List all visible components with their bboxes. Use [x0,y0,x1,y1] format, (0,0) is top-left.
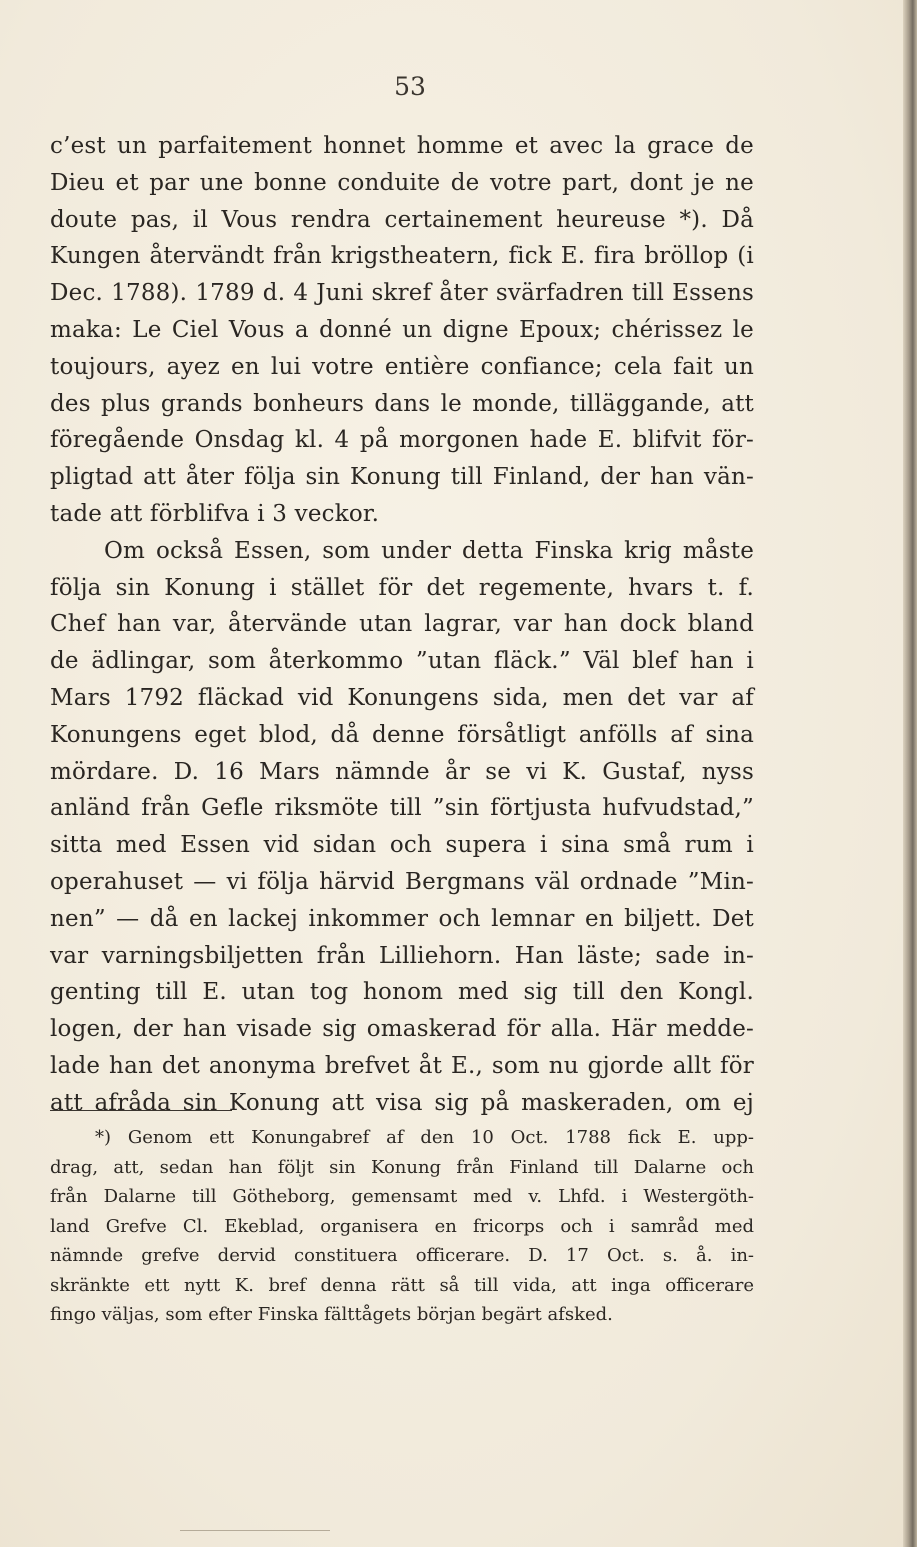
body-line: Om också Essen, som under detta Finska krig måste [104,537,754,564]
body-line: toujours, ayez en lui votre entière confiance; cela fait un [50,353,754,380]
body-line: de ädlingar, som återkommo ”utan fläck.” Väl blef han i [50,648,754,675]
body-line: följa sin Konung i stället för det regemente, hvars t. f. [50,574,754,601]
page-binding-edge [903,0,917,1547]
footnote-line: fingo väljas, som efter Finska fälttågets början begärt afsked. [50,1304,613,1325]
body-line: Kungen återvändt från krigstheatern, fick E. fira bröllop (i [50,243,754,270]
body-line: Mars 1792 fläckad vid Konungens sida, men det var af [50,684,754,711]
body-line: tade att förblifva i 3 veckor. [50,500,380,527]
footnote-line: från Dalarne till Götheborg, gemensamt med v. Lhfd. i Westergöth- [50,1186,754,1207]
footnote [50,1123,754,1330]
body-line: var varningsbiljetten från Lilliehorn. Han läste; sade in- [50,942,754,969]
body-line: Chef han var, återvände utan lagrar, var han dock bland [50,611,754,638]
body-line: mördare. D. 16 Mars nämnde år se vi K. Gustaf, nyss [50,758,754,785]
body-line: Dec. 1788). 1789 d. 4 Juni skref åter svärfadren till Essens [50,280,754,307]
body-line: des plus grands bonheurs dans le monde, tilläggande, att [50,390,754,417]
body-line: lade han det anonyma brefvet åt E., som nu gjorde allt för [50,1052,754,1079]
body-line: att afråda sin Konung att visa sig på maskeraden, om ej [50,1089,754,1116]
footnote-line: drag, att, sedan han följt sin Konung från Finland till Dalarne och [50,1156,754,1178]
page-number: 53 [394,72,426,101]
body-line: föregående Onsdag kl. 4 på morgonen hade E. blifvit för- [50,427,754,454]
body-line: doute pas, il Vous rendra certainement heureuse *). Då [50,206,754,233]
body-line: sitta med Essen vid sidan och supera i sina små rum i [50,832,754,859]
body-line: operahuset — vi följa härvid Bergmans väl ordnade ”Min- [50,868,754,895]
body-line: maka: Le Ciel Vous a donné un digne Epoux; chérissez le [50,316,754,343]
body-line: logen, der han visade sig omaskerad för alla. Här medde- [50,1016,754,1043]
body-line: genting till E. utan tog honom med sig till den Kongl. [50,979,754,1006]
footnote-line: land Grefve Cl. Ekeblad, organisera en fricorps och i samråd med [50,1215,754,1237]
page-bottom-mark [180,1530,330,1531]
body-line: nen” — då en lackej inkommer och lemnar en biljett. Det [50,905,754,932]
footnote-line: skränkte ett nytt K. bref denna rätt så till vida, att inga officerare [50,1274,754,1296]
footnote-rule [50,1110,232,1111]
body-text [50,128,754,1122]
footnote-line: *) Genom ett Konungabref af den 10 Oct. 1788 fick E. upp- [95,1127,754,1148]
body-line: Dieu et par une bonne conduite de votre part, dont je ne [50,169,754,196]
footnote-line: nämnde grefve dervid constituera officerare. D. 17 Oct. s. å. in- [50,1245,754,1266]
body-line: anländ från Gefle riksmöte till ”sin förtjusta hufvudstad,” [50,795,754,822]
body-line: Konungens eget blod, då denne försåtligt anfölls af sina [50,721,754,748]
body-line: c’est un parfaitement honnet homme et avec la grace de [50,133,754,159]
body-line: pligtad att åter följa sin Konung till Finland, der han vän- [50,464,754,491]
